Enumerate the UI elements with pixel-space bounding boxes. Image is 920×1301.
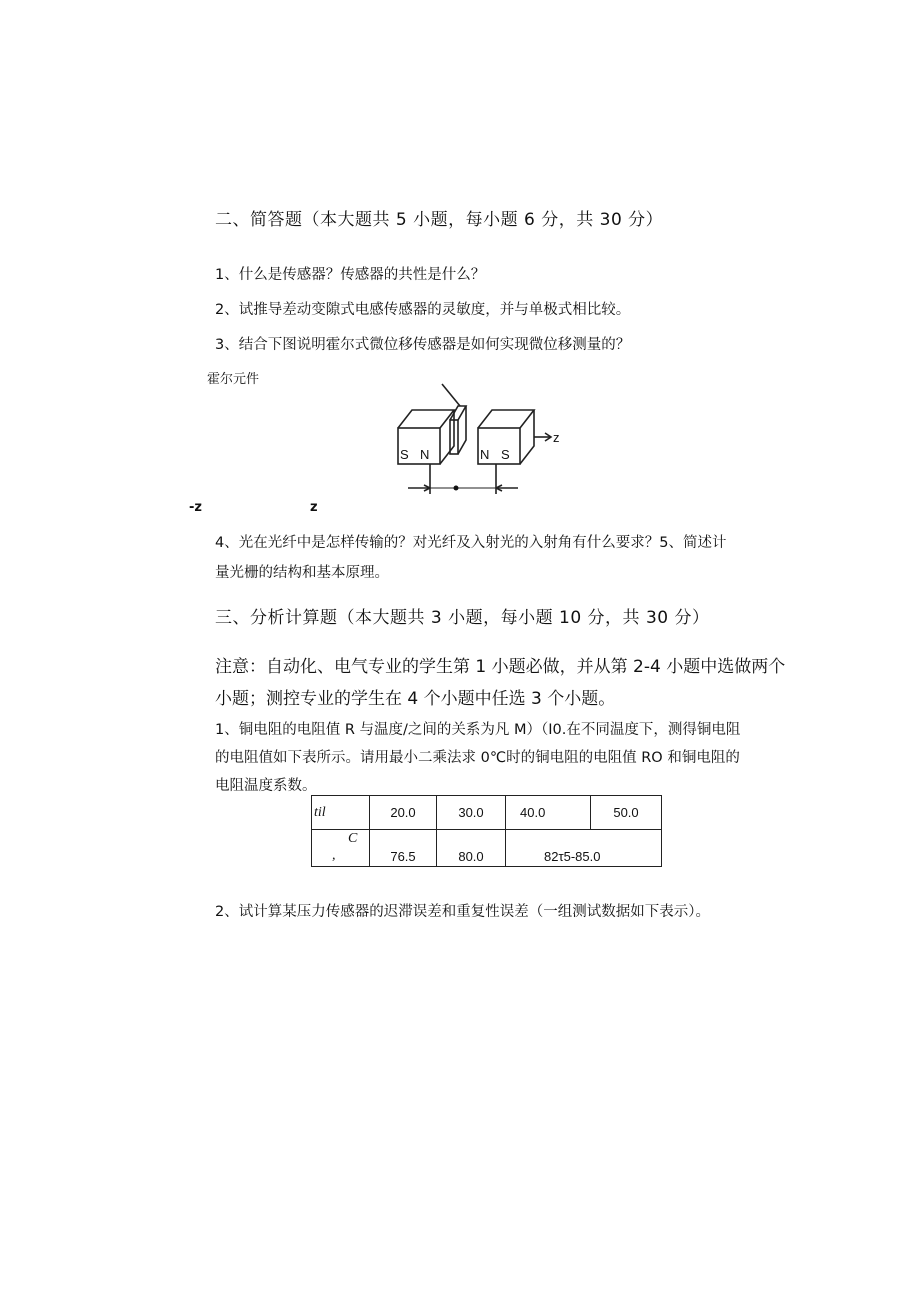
- hall-sensor-diagram: [390, 380, 570, 500]
- table-cell: 50.0: [591, 796, 662, 830]
- question-3-1-line3: 电阻温度系数。: [215, 778, 317, 794]
- table-cell: 20.0: [370, 796, 437, 830]
- question-3-1-line1: 1、铜电阻的电阻值 R 与温度/之间的关系为凡 M）（I0.在不同温度下，测得铜电阻: [215, 722, 741, 738]
- left-magnet-s: S: [400, 447, 409, 462]
- table-cell: 40.0: [506, 796, 591, 830]
- table-row: [312, 830, 662, 867]
- right-magnet-s: S: [501, 447, 510, 462]
- table-cell: 82τ5-85.0: [506, 830, 662, 867]
- note-line2: 小题；测控专业的学生在 4 个小题中任选 3 个小题。: [215, 689, 616, 709]
- section-2-title: 二、简答题（本大题共 5 小题，每小题 6 分，共 30 分）: [215, 210, 664, 230]
- question-2-4-line2: 量光栅的结构和基本原理。: [215, 565, 389, 581]
- table-cell: 76.5: [370, 830, 437, 867]
- resistance-table: [311, 795, 662, 867]
- left-magnet-n: N: [420, 447, 430, 462]
- table-cell: C ,: [312, 830, 370, 867]
- question-2-4-line1: 4、光在光纤中是怎样传输的？对光纤及入射光的入射角有什么要求？5、简述计: [215, 535, 727, 551]
- right-magnet-n: N: [480, 447, 490, 462]
- question-3-1-line2: 的电阻值如下表所示。请用最小二乘法求 0℃时的铜电阻的电阻值 RO 和铜电阻的: [215, 750, 740, 766]
- table-cell: 80.0: [437, 830, 506, 867]
- note-line1: 注意：自动化、电气专业的学生第 1 小题必做，并从第 2-4 小题中选做两个: [215, 657, 786, 677]
- hall-element-label: 霍尔元件: [207, 372, 260, 387]
- table-cell: til: [312, 796, 370, 830]
- table-row: [312, 796, 662, 830]
- question-2-1: 1、什么是传感器？传感器的共性是什么？: [215, 267, 486, 283]
- question-3-2: 2、试计算某压力传感器的迟滞误差和重复性误差（一组测试数据如下表示）。: [215, 904, 710, 920]
- section-3-title: 三、分析计算题（本大题共 3 小题，每小题 10 分，共 30 分）: [215, 608, 710, 628]
- question-2-2: 2、试推导差动变隙式电感传感器的灵敏度，并与单极式相比较。: [215, 302, 631, 318]
- table-cell: 30.0: [437, 796, 506, 830]
- question-2-3: 3、结合下图说明霍尔式微位移传感器是如何实现微位移测量的？: [215, 337, 631, 353]
- z-label: z: [310, 500, 318, 515]
- neg-z-label: -z: [189, 500, 202, 515]
- z-axis-label: z: [553, 430, 560, 445]
